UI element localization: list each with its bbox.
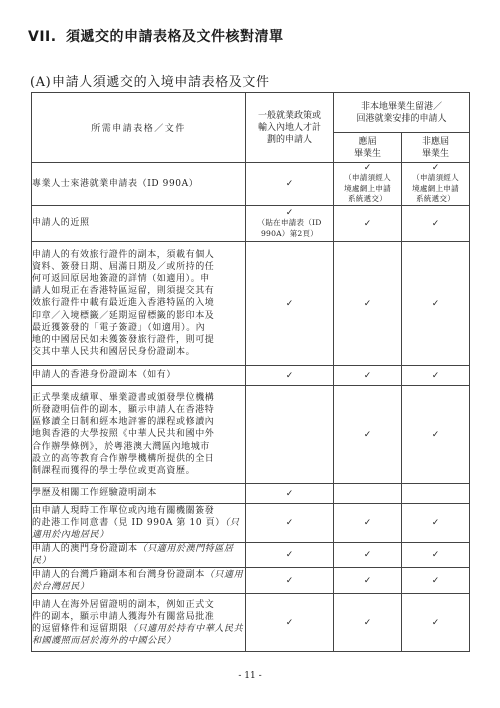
checkmark-icon: ✓ xyxy=(431,370,440,381)
document-text-line: 請人如現正在香港特區逗留，則須提交其有 xyxy=(32,286,215,297)
document-text-line: 申請人的有效旅行證件的副本，須載有個人 xyxy=(32,249,215,260)
general-requirement-cell xyxy=(246,594,334,652)
general-header-line: 一般就業政策或 xyxy=(257,110,321,121)
checkmark-icon: ✓ xyxy=(363,617,372,628)
nonfresh-header-line: 畢業生 xyxy=(422,148,450,159)
document-text-line: 設立的高等教育合作辦學機構所提供的全日 xyxy=(32,453,215,464)
checkmark-icon: ✓ xyxy=(431,518,440,528)
checklist-row xyxy=(32,206,470,242)
submission-note: 990A）第2頁） xyxy=(261,228,318,238)
checkmark-icon: ✓ xyxy=(363,163,372,174)
header-row-top xyxy=(32,93,470,133)
nonfresh-requirement-cell xyxy=(402,484,470,504)
nonfresh-requirement-cell xyxy=(402,242,470,366)
document-text-line: 地的中國居民如未獲簽發旅行證件，則可提 xyxy=(32,335,215,345)
general-header-line: 劃的申請人 xyxy=(266,134,312,145)
general-employment-column-header xyxy=(246,93,334,163)
checkmark-icon: ✓ xyxy=(285,179,294,189)
submission-note: （申請須經人 xyxy=(412,173,459,183)
nonlocal-header-line: 非本地畢業生留港／ xyxy=(361,101,443,112)
document-text-line: 申請人在海外居留證明的副本，例如正式文 xyxy=(32,599,215,610)
fresh-header-line: 應屆 xyxy=(358,136,377,147)
applicability-note: （只適用於台灣居民） xyxy=(32,569,244,592)
document-text-line: 地與香港的大學按照《中華人民共和國中外 xyxy=(32,429,215,440)
applicability-note: （只適用於持有中華人民共和國護照而居於海外的中國公民） xyxy=(32,623,244,647)
nonfresh-header-line: 非應屆 xyxy=(422,136,450,147)
nonfresh-requirement-cell xyxy=(402,504,470,543)
checklist-row xyxy=(32,386,470,484)
submission-note: （貼在申請表（ID xyxy=(257,218,322,227)
document-text-line: 何可返回原居地簽證的詳情（如適用）。申 xyxy=(32,273,210,284)
checklist-row xyxy=(32,568,470,594)
submission-note: 境處網上申請 xyxy=(412,183,459,193)
checkmark-icon: ✓ xyxy=(431,163,440,174)
general-requirement-cell xyxy=(246,242,334,366)
checkmark-icon: ✓ xyxy=(285,575,294,586)
checkmark-icon: ✓ xyxy=(285,550,294,561)
applicability-note: （只適用於澳門特區居民） xyxy=(32,544,234,567)
general-requirement-cell xyxy=(246,163,334,206)
section-number: VII. xyxy=(28,29,57,45)
submission-note: 系統遞交） xyxy=(416,194,455,204)
fresh-requirement-cell xyxy=(334,163,402,206)
fresh-requirement-cell xyxy=(334,366,402,386)
checkmark-icon: ✓ xyxy=(431,550,440,561)
document-checklist-table xyxy=(31,92,470,652)
checklist-row xyxy=(32,242,470,366)
checklist-row xyxy=(32,504,470,543)
document-text-line: 制課程而獲得的學士學位或更高資歷。 xyxy=(32,466,196,476)
checkmark-icon: ✓ xyxy=(431,575,440,586)
nonfresh-graduates-column-header xyxy=(402,133,470,163)
document-text-line: 合作辦學條例》，於粵港澳大灣區內地城市 xyxy=(32,441,210,452)
document-cell xyxy=(32,163,246,206)
document-text-line: 專業人士來港就業申請表（ID 990A） xyxy=(32,178,199,189)
checkmark-icon: ✓ xyxy=(363,518,372,528)
checkmark-icon: ✓ xyxy=(285,617,294,628)
fresh-requirement-cell xyxy=(334,386,402,484)
checkmark-icon: ✓ xyxy=(363,370,372,381)
document-text-line: 效旅行證件中載有最近進入香港特區的入境 xyxy=(32,298,215,309)
nonfresh-requirement-cell xyxy=(402,366,470,386)
documents-column-header: 所需申請表格／文件 xyxy=(32,93,246,163)
checkmark-icon: ✓ xyxy=(363,218,372,229)
document-text-line: 由申請人現時工作單位或內地有關機關簽發 xyxy=(32,505,215,516)
general-requirement-cell xyxy=(246,386,334,484)
fresh-header-line: 畢業生 xyxy=(353,148,381,159)
subsection-heading xyxy=(30,71,270,90)
fresh-requirement-cell xyxy=(334,484,402,504)
general-requirement-cell xyxy=(246,366,334,386)
document-cell xyxy=(32,206,246,242)
section-title: 須遞交的申請表格及文件核對清單 xyxy=(66,29,284,45)
checkmark-icon: ✓ xyxy=(285,208,294,218)
document-text-line: 區修讀全日制和經本地評審的課程或修讀內 xyxy=(32,417,215,428)
checklist-row xyxy=(32,163,470,206)
subsection-title: 申請人須遞交的入境申請表格及文件 xyxy=(52,75,270,90)
fresh-requirement-cell xyxy=(334,594,402,652)
submission-note: （申請須經人 xyxy=(344,173,391,183)
checkmark-icon: ✓ xyxy=(363,575,372,586)
document-text-line: 資料、簽發日期、屆滿日期及／或所持的任 xyxy=(32,261,215,272)
document-text-line: 的赴港工作同意書（見 ID 990A 第 10 頁） xyxy=(32,517,225,528)
checklist-row xyxy=(32,543,470,568)
nonfresh-requirement-cell xyxy=(402,568,470,594)
nonlocal-graduates-column-header xyxy=(334,93,470,133)
checkmark-icon: ✓ xyxy=(285,298,294,309)
checkmark-icon: ✓ xyxy=(363,429,372,440)
nonfresh-requirement-cell xyxy=(402,594,470,652)
submission-note: 境處網上申請 xyxy=(344,183,391,193)
section-heading xyxy=(28,26,284,46)
checklist-row xyxy=(32,594,470,652)
general-requirement-cell xyxy=(246,206,334,242)
document-text-line: 學歷及相關工作經驗證明副本 xyxy=(32,488,157,499)
nonfresh-requirement-cell xyxy=(402,163,470,206)
nonfresh-requirement-cell xyxy=(402,543,470,568)
document-cell xyxy=(32,568,246,594)
nonfresh-requirement-cell xyxy=(402,206,470,242)
checkmark-icon: ✓ xyxy=(285,518,294,528)
checkmark-icon: ✓ xyxy=(431,429,440,440)
general-requirement-cell xyxy=(246,543,334,568)
checklist-row xyxy=(32,366,470,386)
document-cell xyxy=(32,484,246,504)
applicability-note: （只適用於內地居民） xyxy=(32,517,240,541)
document-text-line: 印章／入境標籤／延期逗留標籤的影印本及 xyxy=(32,310,215,321)
nonlocal-header-line: 回港就業安排的申請人 xyxy=(356,113,447,124)
general-requirement-cell xyxy=(246,484,334,504)
document-text-line: 申請人的澳門身份證副本 xyxy=(32,544,138,554)
document-cell xyxy=(32,504,246,543)
checkmark-icon: ✓ xyxy=(363,550,372,561)
document-text-line: 件的副本，顯示申請人獲海外有關當局批准 xyxy=(32,611,215,622)
document-cell xyxy=(32,594,246,652)
general-requirement-cell xyxy=(246,568,334,594)
general-header-line: 輸入內地人才計 xyxy=(257,122,321,133)
document-text-line: 申請人的香港身份證副本（如有） xyxy=(32,370,177,381)
fresh-requirement-cell xyxy=(334,242,402,366)
fresh-requirement-cell xyxy=(334,206,402,242)
document-text-line: 最近獲簽發的「電子簽證」（如適用）。內 xyxy=(32,322,206,333)
checkmark-icon: ✓ xyxy=(431,617,440,628)
document-text-line: 的逗留條件和逗留期限 xyxy=(32,623,129,634)
fresh-requirement-cell xyxy=(334,504,402,543)
checkmark-icon: ✓ xyxy=(285,488,294,499)
document-cell xyxy=(32,366,246,386)
fresh-requirement-cell xyxy=(334,543,402,568)
document-text-line: 所發證明信件的副本，顯示申請人在香港特 xyxy=(32,404,215,415)
checklist-row xyxy=(32,484,470,504)
checkmark-icon: ✓ xyxy=(431,218,440,229)
checkmark-icon: ✓ xyxy=(363,298,372,309)
fresh-graduates-column-header xyxy=(334,133,402,163)
page-number: - 11 - xyxy=(238,671,262,681)
document-cell xyxy=(32,543,246,568)
general-requirement-cell xyxy=(246,504,334,543)
document-text-line: 交其中華人民共和國居民身份證副本。 xyxy=(32,347,196,358)
nonfresh-requirement-cell xyxy=(402,386,470,484)
document-cell xyxy=(32,386,246,484)
fresh-requirement-cell xyxy=(334,568,402,594)
document-text-line: 申請人的近照 xyxy=(32,218,90,229)
checklist-body xyxy=(32,163,470,652)
document-text-line: 申請人的台灣戶籍副本和台灣身份證副本 xyxy=(32,569,205,580)
subsection-label: (A) xyxy=(30,75,52,90)
document-text-line: 正式學業成績單、畢業證書或頒發學位機構 xyxy=(32,392,215,403)
document-cell xyxy=(32,242,246,366)
submission-note: 系統遞交） xyxy=(348,194,387,204)
checkmark-icon: ✓ xyxy=(431,298,440,309)
checkmark-icon: ✓ xyxy=(285,370,294,381)
